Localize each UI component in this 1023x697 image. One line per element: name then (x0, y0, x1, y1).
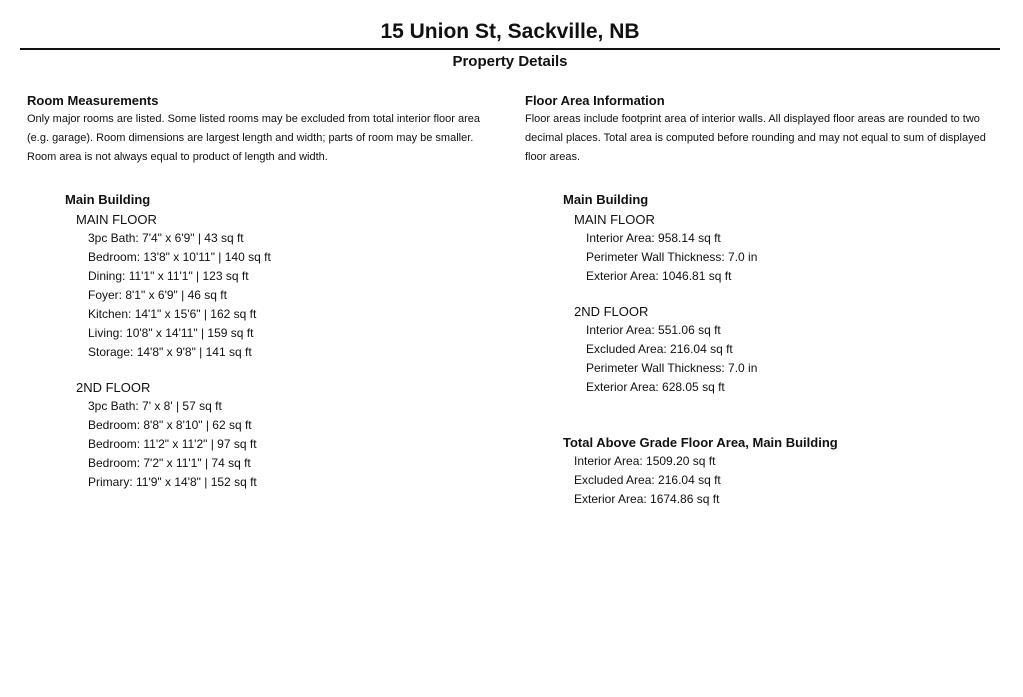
room-floor-main (27, 210, 502, 362)
room-item: Dining: 11'1" x 11'1" | 123 sq ft (88, 269, 249, 283)
page-title: 15 Union St, Sackville, NB (380, 20, 640, 43)
area-item: Perimeter Wall Thickness: 7.0 in (586, 361, 758, 375)
room-measurements-heading: Room Measurements (27, 93, 159, 108)
room-item: Bedroom: 7'2" x 11'1" | 74 sq ft (88, 456, 251, 470)
floor-name: MAIN FLOOR (76, 212, 157, 227)
room-item: Living: 10'8" x 14'11" | 159 sq ft (88, 326, 254, 340)
room-item: 3pc Bath: 7' x 8' | 57 sq ft (88, 399, 222, 413)
room-item: Foyer: 8'1" x 6'9" | 46 sq ft (88, 288, 227, 302)
total-area-item: Excluded Area: 216.04 sq ft (574, 473, 721, 487)
room-floor-second (27, 378, 502, 492)
room-item: Bedroom: 13'8" x 10'11" | 140 sq ft (88, 250, 271, 264)
total-area-item: Exterior Area: 1674.86 sq ft (574, 492, 720, 506)
room-measurements-building-name: Main Building (65, 192, 151, 207)
area-floor-main (525, 210, 1010, 286)
room-item: Kitchen: 14'1" x 15'6" | 162 sq ft (88, 307, 257, 321)
floor-name: MAIN FLOOR (574, 212, 655, 227)
room-item: Bedroom: 11'2" x 11'2" | 97 sq ft (88, 437, 257, 451)
room-item: Storage: 14'8" x 9'8" | 141 sq ft (88, 345, 252, 359)
room-item: 3pc Bath: 7'4" x 6'9" | 43 sq ft (88, 231, 244, 245)
title-divider (20, 48, 1000, 50)
area-item: Interior Area: 551.06 sq ft (586, 323, 721, 337)
floor-name: 2ND FLOOR (574, 304, 649, 319)
area-item: Interior Area: 958.14 sq ft (586, 231, 721, 245)
area-floor-second (525, 302, 1010, 397)
area-item: Perimeter Wall Thickness: 7.0 in (586, 250, 758, 264)
room-measurements-section (27, 92, 502, 492)
page-subtitle: Property Details (452, 53, 568, 70)
floor-area-heading: Floor Area Information (525, 93, 665, 108)
floor-name: 2ND FLOOR (76, 380, 151, 395)
area-item: Exterior Area: 1046.81 sq ft (586, 269, 732, 283)
floor-area-building-name: Main Building (563, 192, 649, 207)
room-item: Bedroom: 8'8" x 8'10" | 62 sq ft (88, 418, 252, 432)
floor-area-description: Floor areas include footprint area of interior walls. All displayed floor areas are rounded to two decimal places. Total area is computed before rounding and may not equal to sum of displayed floor areas. (525, 113, 986, 163)
room-item: Primary: 11'9" x 14'8" | 152 sq ft (88, 475, 257, 489)
room-measurements-description: Only major rooms are listed. Some listed rooms may be excluded from total interior floor area (e.g. garage). Room dimensions are largest length and width; parts of room may be smaller. Room area is not always equal to product of length and width. (27, 113, 481, 163)
floor-area-section (525, 92, 1010, 509)
total-area-heading: Total Above Grade Floor Area, Main Building (563, 435, 838, 450)
area-item: Exterior Area: 628.05 sq ft (586, 380, 725, 394)
area-item: Excluded Area: 216.04 sq ft (586, 342, 733, 356)
total-area-item: Interior Area: 1509.20 sq ft (574, 454, 716, 468)
